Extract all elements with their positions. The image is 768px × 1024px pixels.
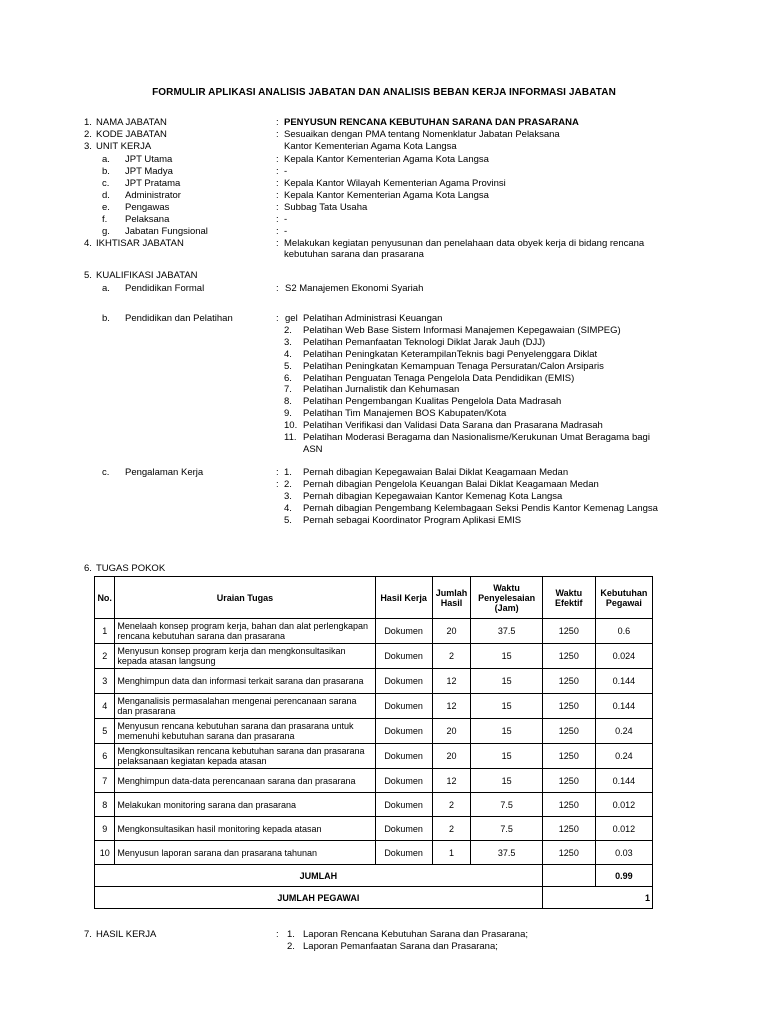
list-number: 4. — [284, 503, 292, 514]
pelatihan-label: Pendidikan dan Pelatihan — [125, 313, 233, 324]
cell-efektif: 1250 — [542, 841, 595, 865]
cell-no: 5 — [95, 719, 115, 744]
cell-jumlah: 12 — [432, 769, 471, 793]
section-2-number: 2. — [84, 129, 92, 140]
cell-kebutuhan: 0.012 — [595, 817, 652, 841]
cell-jumlah: 20 — [432, 719, 471, 744]
pengalaman-label: Pengalaman Kerja — [125, 467, 204, 478]
jumlah-pegawai-row — [95, 887, 653, 909]
colon: : — [276, 226, 279, 237]
table-row — [95, 619, 653, 644]
cell-jumlah: 1 — [432, 841, 471, 865]
pelatihan-item: Pelatihan Peningkatan Kemampuan Tenaga Persuratan/Calon Arsiparis — [303, 361, 604, 372]
pelatihan-item-cont: ASN — [303, 444, 323, 455]
cell-waktu: 37.5 — [471, 619, 542, 644]
unit-value: - — [284, 214, 288, 225]
unit-letter: g. — [102, 226, 110, 237]
unit-value: Subbag Tata Usaha — [284, 202, 368, 213]
ikhtisar-value-1: Melakukan kegiatan penyusunan dan penelahaan data obyek kerja di bidang rencana — [284, 238, 645, 249]
list-number: 10. — [284, 420, 298, 431]
cell-hasil: Dokumen — [375, 669, 432, 694]
cell-efektif: 1250 — [542, 793, 595, 817]
header-no: No. — [95, 577, 115, 619]
colon: : — [276, 929, 279, 940]
list-number: 2. — [287, 941, 295, 952]
colon: : — [276, 129, 279, 140]
list-number: 1. — [284, 467, 292, 478]
cell-kebutuhan: 0.144 — [595, 769, 652, 793]
section-6-label: TUGAS POKOK — [96, 563, 166, 574]
list-number: 3. — [284, 491, 292, 502]
list-number: 1. — [287, 929, 295, 940]
unit-letter: c. — [102, 178, 110, 189]
colon: : — [276, 166, 279, 177]
table-row — [95, 694, 653, 719]
list-number: 9. — [284, 408, 292, 419]
cell-no: 10 — [95, 841, 115, 865]
kualifikasi-letter: b. — [102, 313, 110, 324]
unit-letter: f. — [102, 214, 108, 225]
cell-waktu: 15 — [471, 694, 542, 719]
pengalaman-item: Pernah sebagai Koordinator Program Aplikasi EMIS — [303, 515, 522, 526]
cell-kebutuhan: 0.03 — [595, 841, 652, 865]
cell-jumlah: 2 — [432, 793, 471, 817]
colon: : — [276, 202, 279, 213]
cell-waktu: 15 — [471, 644, 542, 669]
cell-jumlah: 2 — [432, 817, 471, 841]
header-jumlah: Jumlah Hasil — [432, 577, 471, 619]
form-title: FORMULIR APLIKASI ANALISIS JABATAN DAN ANALISIS BEBAN KERJA INFORMASI JABATAN — [152, 87, 616, 98]
cell-efektif: 1250 — [542, 694, 595, 719]
header-uraian: Uraian Tugas — [115, 577, 375, 619]
pengalaman-item: Pernah dibagian Kepegawaian Balai Diklat Keagamaan Medan — [303, 467, 569, 478]
pelatihan-item: Pelatihan Tim Manajemen BOS Kabupaten/Kota — [303, 408, 507, 419]
cell-efektif: 1250 — [542, 817, 595, 841]
cell-kebutuhan: 0.012 — [595, 793, 652, 817]
cell-waktu: 7.5 — [471, 817, 542, 841]
jumlah-pegawai-label: JUMLAH PEGAWAI — [95, 887, 543, 909]
pengalaman-item: Pernah dibagian Pengembang Kelembagaan Seksi Pendis Kantor Kemenag Langsa — [303, 503, 658, 514]
cell-efektif: 1250 — [542, 669, 595, 694]
colon: : — [276, 214, 279, 225]
pengalaman-item: Pernah dibagian Pengelola Keuangan Balai Diklat Keagamaan Medan — [303, 479, 599, 490]
table-row — [95, 644, 653, 669]
section-4-label: IKHTISAR JABATAN — [96, 238, 184, 249]
cell-uraian: Menghimpun data-data perencanaan sarana dan prasarana — [115, 769, 375, 793]
cell-jumlah: 2 — [432, 644, 471, 669]
unit-value: Kepala Kantor Kementerian Agama Kota Langsa — [284, 154, 489, 165]
list-number: 2. — [284, 325, 292, 336]
pelatihan-item: Pelatihan Pengembangan Kualitas Pengelola Data Madrasah — [303, 396, 562, 407]
colon: : — [276, 117, 279, 128]
cell-kebutuhan: 0.024 — [595, 644, 652, 669]
pelatihan-item: Pelatihan Administrasi Keuangan — [303, 313, 443, 324]
cell-hasil: Dokumen — [375, 644, 432, 669]
section-6-number: 6. — [84, 563, 92, 574]
cell-jumlah: 20 — [432, 619, 471, 644]
cell-waktu: 15 — [471, 769, 542, 793]
cell-waktu: 15 — [471, 719, 542, 744]
colon: : — [276, 467, 279, 478]
pelatihan-item: Pelatihan Jurnalistik dan Kehumasan — [303, 384, 460, 395]
unit-label: Pelaksana — [125, 214, 170, 225]
colon: : — [276, 190, 279, 201]
cell-uraian: Menelaah konsep program kerja, bahan dan alat perlengkapan rencana kebutuhan sarana dan prasarana — [115, 619, 375, 644]
list-number: 8. — [284, 396, 292, 407]
cell-waktu: 15 — [471, 744, 542, 769]
jumlah-empty-cell — [542, 865, 595, 887]
kode-jabatan-value-1: Sesuaikan dengan PMA tentang Nomenklatur Jabatan Pelaksana — [284, 129, 560, 140]
section-5-label: KUALIFIKASI JABATAN — [96, 270, 198, 281]
list-number: 7. — [284, 384, 292, 395]
section-3-number: 3. — [84, 141, 92, 152]
table-row — [95, 744, 653, 769]
unit-label: JPT Pratama — [125, 178, 181, 189]
header-efektif: Waktu Efektif — [542, 577, 595, 619]
pelatihan-item: Pelatihan Peningkatan KeterampilanTeknis bagi Penyelenggara Diklat — [303, 349, 598, 360]
hasil-kerja-item: Laporan Pemanfaatan Sarana dan Prasarana; — [303, 941, 498, 952]
colon: : — [276, 238, 279, 249]
colon: : — [276, 154, 279, 165]
list-number: 4. — [284, 349, 292, 360]
cell-uraian: Menghimpun data dan informasi terkait sarana dan prasarana — [115, 669, 375, 694]
kualifikasi-letter: a. — [102, 283, 110, 294]
cell-efektif: 1250 — [542, 769, 595, 793]
cell-efektif: 1250 — [542, 619, 595, 644]
unit-value: - — [284, 226, 288, 237]
list-number: 3. — [284, 337, 292, 348]
jumlah-label: JUMLAH — [95, 865, 543, 887]
pelatihan-prefix: gel — [285, 313, 298, 324]
list-number: 11. — [284, 432, 297, 443]
cell-uraian: Mengkonsultasikan hasil monitoring kepada atasan — [115, 817, 375, 841]
cell-hasil: Dokumen — [375, 817, 432, 841]
unit-letter: b. — [102, 166, 110, 177]
unit-letter: a. — [102, 154, 110, 165]
pelatihan-item: Pelatihan Verifikasi dan Validasi Data Sarana dan Prasarana Madrasah — [303, 420, 603, 431]
colon: : — [276, 178, 279, 189]
cell-kebutuhan: 0.24 — [595, 744, 652, 769]
cell-kebutuhan: 0.6 — [595, 619, 652, 644]
cell-uraian: Menganalisis permasalahan mengenai perencanaan sarana dan prasarana — [115, 694, 375, 719]
cell-efektif: 1250 — [542, 644, 595, 669]
pelatihan-item: Pelatihan Web Base Sistem Informasi Manajemen Kepegawaian (SIMPEG) — [303, 325, 621, 336]
unit-value: Kepala Kantor Kementerian Agama Kota Langsa — [284, 190, 489, 201]
list-number: 2. — [284, 479, 292, 490]
section-4-number: 4. — [84, 238, 92, 249]
cell-hasil: Dokumen — [375, 744, 432, 769]
header-hasil: Hasil Kerja — [375, 577, 432, 619]
unit-label: JPT Madya — [125, 166, 173, 177]
pengalaman-item: Pernah dibagian Kepegawaian Kantor Kemenag Kota Langsa — [303, 491, 563, 502]
colon: : — [276, 283, 279, 294]
unit-letter: e. — [102, 202, 110, 213]
cell-no: 6 — [95, 744, 115, 769]
cell-waktu: 7.5 — [471, 793, 542, 817]
table-row — [95, 793, 653, 817]
unit-label: Jabatan Fungsional — [125, 226, 208, 237]
cell-no: 7 — [95, 769, 115, 793]
section-5-number: 5. — [84, 270, 92, 281]
ikhtisar-value-2: kebutuhan sarana dan prasarana — [284, 249, 424, 260]
cell-no: 3 — [95, 669, 115, 694]
section-3-label: UNIT KERJA — [96, 141, 152, 152]
pelatihan-item: Pelatihan Penguatan Tenaga Pengelola Data Pendidikan (EMIS) — [303, 373, 575, 384]
cell-waktu: 15 — [471, 669, 542, 694]
list-number: 5. — [284, 361, 292, 372]
cell-no: 1 — [95, 619, 115, 644]
cell-hasil: Dokumen — [375, 694, 432, 719]
jumlah-row — [95, 865, 653, 887]
cell-uraian: Menyusun laporan sarana dan prasarana tahunan — [115, 841, 375, 865]
cell-efektif: 1250 — [542, 719, 595, 744]
pelatihan-item: Pelatihan Pemanfaatan Teknologi Diklat Jarak Jauh (DJJ) — [303, 337, 546, 348]
cell-uraian: Menyusun konsep program kerja dan mengkonsultasikan kepada atasan langsung — [115, 644, 375, 669]
unit-value: - — [284, 166, 288, 177]
table-row — [95, 817, 653, 841]
cell-hasil: Dokumen — [375, 841, 432, 865]
table-header-row — [95, 577, 653, 619]
cell-uraian: Menyusun rencana kebutuhan sarana dan prasarana untuk memenuhi kebutuhan sarana dan prasarana — [115, 719, 375, 744]
section-7-number: 7. — [84, 929, 92, 940]
unit-letter: d. — [102, 190, 110, 201]
cell-no: 4 — [95, 694, 115, 719]
table-row — [95, 719, 653, 744]
colon: : — [276, 313, 279, 324]
list-number: 6. — [284, 373, 292, 384]
header-kebutuhan: Kebutuhan Pegawai — [595, 577, 652, 619]
nama-jabatan-value: PENYUSUN RENCANA KEBUTUHAN SARANA DAN PRASARANA — [284, 117, 579, 128]
pelatihan-item: Pelatihan Moderasi Beragama dan Nasionalisme/Kerukunan Umat Beragama bagi — [303, 432, 650, 443]
tugas-pokok-table — [94, 576, 653, 909]
section-1-number: 1. — [84, 117, 92, 128]
cell-no: 8 — [95, 793, 115, 817]
cell-efektif: 1250 — [542, 744, 595, 769]
header-waktu: Waktu Penyelesaian (Jam) — [471, 577, 542, 619]
unit-label: Administrator — [125, 190, 181, 201]
table-row — [95, 669, 653, 694]
unit-label: JPT Utama — [125, 154, 173, 165]
cell-kebutuhan: 0.144 — [595, 669, 652, 694]
kualifikasi-letter: c. — [102, 467, 110, 478]
cell-kebutuhan: 0.24 — [595, 719, 652, 744]
cell-hasil: Dokumen — [375, 793, 432, 817]
table-row — [95, 841, 653, 865]
hasil-kerja-item: Laporan Rencana Kebutuhan Sarana dan Prasarana; — [303, 929, 529, 940]
kode-jabatan-value-2: Kantor Kementerian Agama Kota Langsa — [284, 141, 457, 152]
pendidikan-formal-value: S2 Manajemen Ekonomi Syariah — [285, 283, 424, 294]
table-row — [95, 769, 653, 793]
unit-label: Pengawas — [125, 202, 170, 213]
jumlah-value: 0.99 — [595, 865, 652, 887]
cell-jumlah: 12 — [432, 669, 471, 694]
list-number: 5. — [284, 515, 292, 526]
cell-uraian: Melakukan monitoring sarana dan prasarana — [115, 793, 375, 817]
cell-no: 9 — [95, 817, 115, 841]
cell-jumlah: 12 — [432, 694, 471, 719]
cell-uraian: Mengkonsultasikan rencana kebutuhan sarana dan prasarana pelaksanaan kegiatan kepada atasan — [115, 744, 375, 769]
cell-hasil: Dokumen — [375, 769, 432, 793]
unit-value: Kepala Kantor Wilayah Kementerian Agama Provinsi — [284, 178, 506, 189]
pendidikan-formal-label: Pendidikan Formal — [125, 283, 205, 294]
section-1-label: NAMA JABATAN — [96, 117, 167, 128]
section-7-label: HASIL KERJA — [96, 929, 157, 940]
cell-hasil: Dokumen — [375, 719, 432, 744]
cell-waktu: 37.5 — [471, 841, 542, 865]
cell-kebutuhan: 0.144 — [595, 694, 652, 719]
jumlah-pegawai-value: 1 — [542, 887, 652, 909]
cell-hasil: Dokumen — [375, 619, 432, 644]
section-2-label: KODE JABATAN — [96, 129, 167, 140]
cell-jumlah: 20 — [432, 744, 471, 769]
colon: : — [276, 479, 279, 490]
cell-no: 2 — [95, 644, 115, 669]
